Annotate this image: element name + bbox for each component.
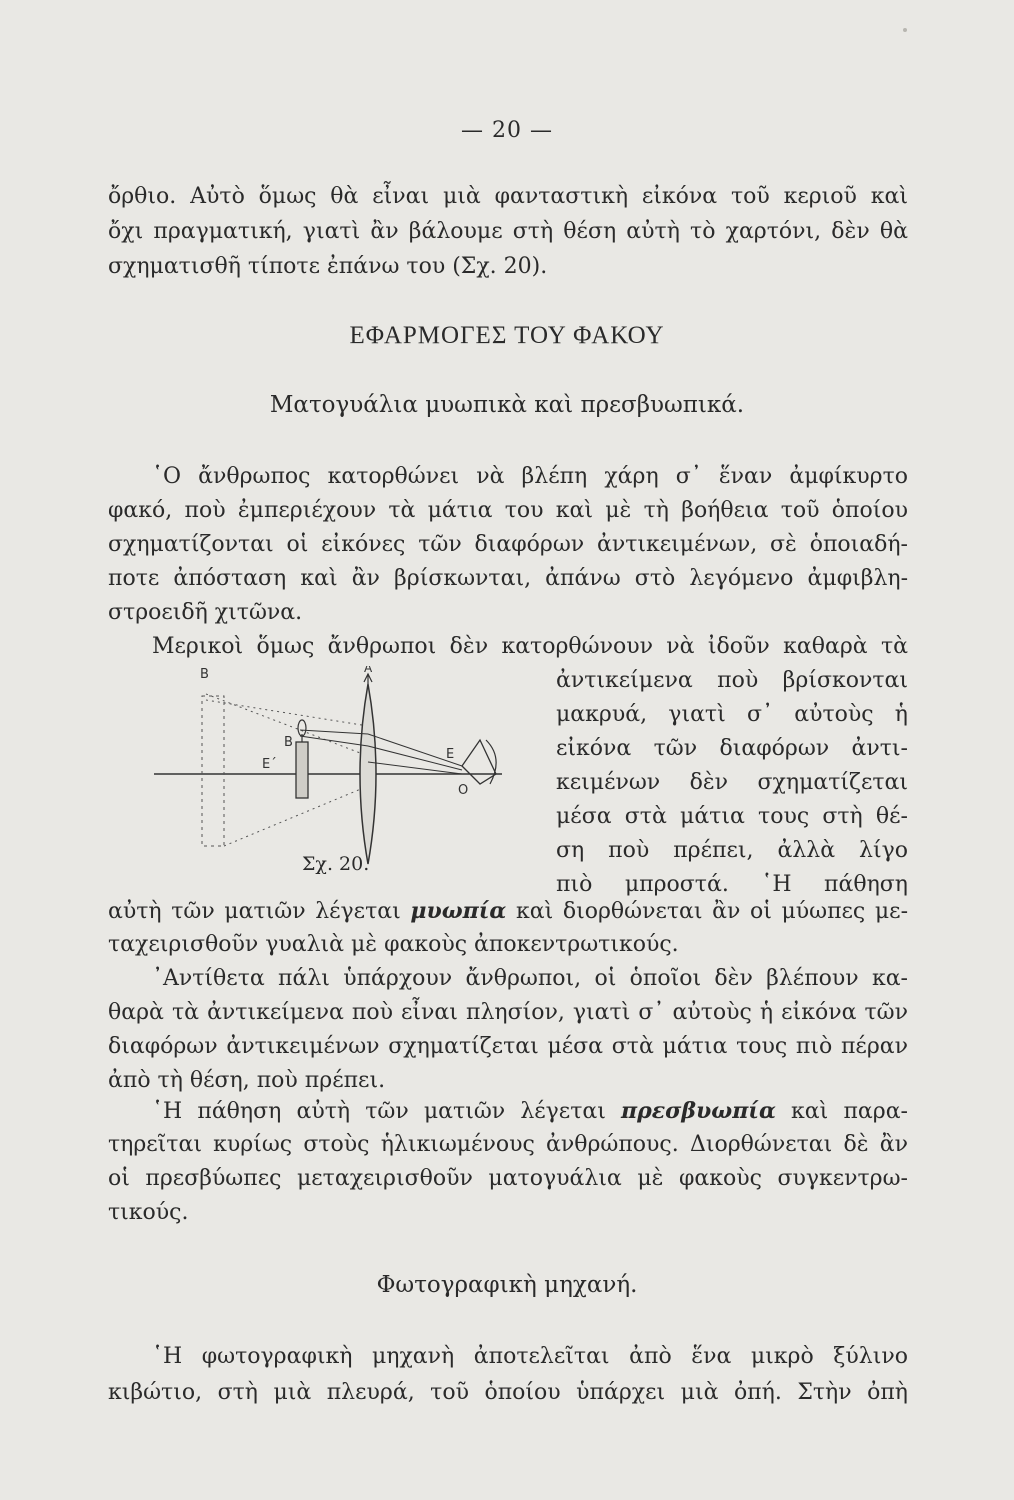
text-line: πιὸ μπροστά. ῾Η πάθηση <box>556 872 908 897</box>
optics-diagram <box>150 666 510 876</box>
term-presbyopia: πρεσβυωπία <box>621 1098 776 1124</box>
label-B-top: B <box>200 667 209 682</box>
text-line: εἰκόνα τῶν διαφόρων ἀντι- <box>556 736 908 761</box>
text-line: ᾿Αντίθετα πάλι ὑπάρχουν ἄνθρωποι, οἱ ὁποῖοι δὲν βλέπουν κα- <box>152 966 908 991</box>
text-line: στροειδῆ χιτῶνα. <box>108 600 303 625</box>
text-line: ποτε ἀπόσταση καὶ ἂν βρίσκωνται, ἀπάνω στὸ λεγόμενο ἀμφιβλη- <box>108 566 908 591</box>
dotted-ray <box>206 700 368 726</box>
section-title: ΕΦΑΡΜΟΓΕΣ ΤΟΥ ΦΑΚΟΥ <box>349 322 665 349</box>
text-line: ἀπὸ τὴ θέση, ποὺ πρέπει. <box>108 1068 386 1093</box>
label-E-prime: E´ <box>262 757 277 772</box>
text-line: μακρυά, γιατὶ σ᾿ αὐτοὺς ἡ <box>556 702 908 727</box>
text-line: ὄχι πραγματική, γιατὶ ἂν βάλουμε στὴ θέση αὐτὴ τὸ χαρτόνι, δὲν θὰ <box>108 219 908 244</box>
text-line: κειμένων δὲν σχηματίζεται <box>556 770 908 795</box>
label-E: E <box>446 747 455 762</box>
label-A: A <box>364 666 373 675</box>
text-line: κιβώτιο, στὴ μιὰ πλευρά, τοῦ ὁποίου ὑπάρχει μιὰ ὀπή. Στὴν ὀπὴ <box>108 1380 908 1405</box>
text-line: μέσα στὰ μάτια τους στὴ θέ- <box>556 804 908 829</box>
text-line: οἱ πρεσβύωπες μεταχειρισθοῦν ματογυάλια μὲ φακοὺς συγκεντρω- <box>108 1166 908 1191</box>
virtual-image-outline <box>202 696 224 846</box>
text-line: ῾Ο ἄνθρωπος κατορθώνει νὰ βλέπη χάρη σ᾿ ἕναν ἀμφίκυρτο <box>152 464 908 489</box>
text-run: καὶ διορθώνεται ἂν οἱ μύωπες με- <box>506 899 908 924</box>
text-line: σχηματισθῆ τίποτε ἐπάνω του (Σχ. 20). <box>108 254 548 279</box>
figure-myopia-diagram <box>150 666 510 876</box>
label-B-mid: B <box>284 735 293 750</box>
candle-object <box>296 742 308 798</box>
text-line: σχηματίζονται οἱ εἰκόνες τῶν διαφόρων ἀντικειμένων, σὲ ὁποιαδή- <box>108 532 908 557</box>
text-line: θαρὰ τὰ ἀντικείμενα ποὺ εἶναι πλησίον, γιατὶ σ᾿ αὐτοὺς ἡ εἰκόνα τῶν <box>108 1000 908 1025</box>
ray <box>368 762 462 774</box>
page-number: — 20 — <box>461 118 553 143</box>
label-O: O <box>458 783 469 798</box>
candle-flame <box>298 720 306 736</box>
text-line <box>108 894 908 928</box>
text-line: ῾Η φωτογραφικὴ μηχανὴ ἀποτελεῖται ἀπὸ ἕνα μικρὸ ξύλινο <box>152 1344 908 1369</box>
subsection-title-camera: Φωτογραφικὴ μηχανή. <box>376 1272 638 1298</box>
ray <box>300 730 368 734</box>
paper-speck <box>903 28 907 32</box>
text-line: τηρεῖται κυρίως στοὺς ἡλικιωμένους ἀνθρώπους. Διορθώνεται δὲ ἂν <box>108 1132 908 1157</box>
text-line: διαφόρων ἀντικειμένων σχηματίζεται μέσα στὰ μάτια τους πιὸ πέραν <box>108 1034 908 1059</box>
term-myopia: μυωπία <box>410 898 507 924</box>
text-line: ση ποὺ πρέπει, ἀλλὰ λίγο <box>556 838 908 863</box>
text-line: Μερικοὶ ὅμως ἄνθρωποι δὲν κατορθώνουν νὰ ἰδοῦν καθαρὰ τὰ <box>152 634 908 659</box>
ray <box>300 736 368 746</box>
text-run: καὶ παρα- <box>775 1099 908 1124</box>
figure-caption: Σχ. 20. <box>302 853 370 875</box>
text-line: φακό, ποὺ ἐμπεριέχουν τὰ μάτια του καὶ μὲ τὴ βοήθεια τοῦ ὁποίου <box>108 498 908 523</box>
text-line: ταχειρισθοῦν γυαλιὰ μὲ φακοὺς ἀποκεντρωτικούς. <box>108 932 679 957</box>
text-run: αὐτὴ τῶν ματιῶν λέγεται <box>108 899 411 924</box>
text-line <box>108 1094 908 1128</box>
text-line: ὄρθιο. Αὐτὸ ὅμως θὰ εἶναι μιὰ φανταστικὴ εἰκόνα τοῦ κεριοῦ καὶ <box>108 184 908 209</box>
text-line: τικούς. <box>108 1200 189 1225</box>
convex-lens <box>360 684 376 864</box>
text-line: ἀντικείμενα ποὺ βρίσκονται <box>556 668 908 693</box>
subsection-title-glasses: Ματογυάλια μυωπικὰ καὶ πρεσβυωπικά. <box>269 392 745 418</box>
text-run: ῾Η πάθηση αὐτὴ τῶν ματιῶν λέγεται <box>152 1099 622 1124</box>
